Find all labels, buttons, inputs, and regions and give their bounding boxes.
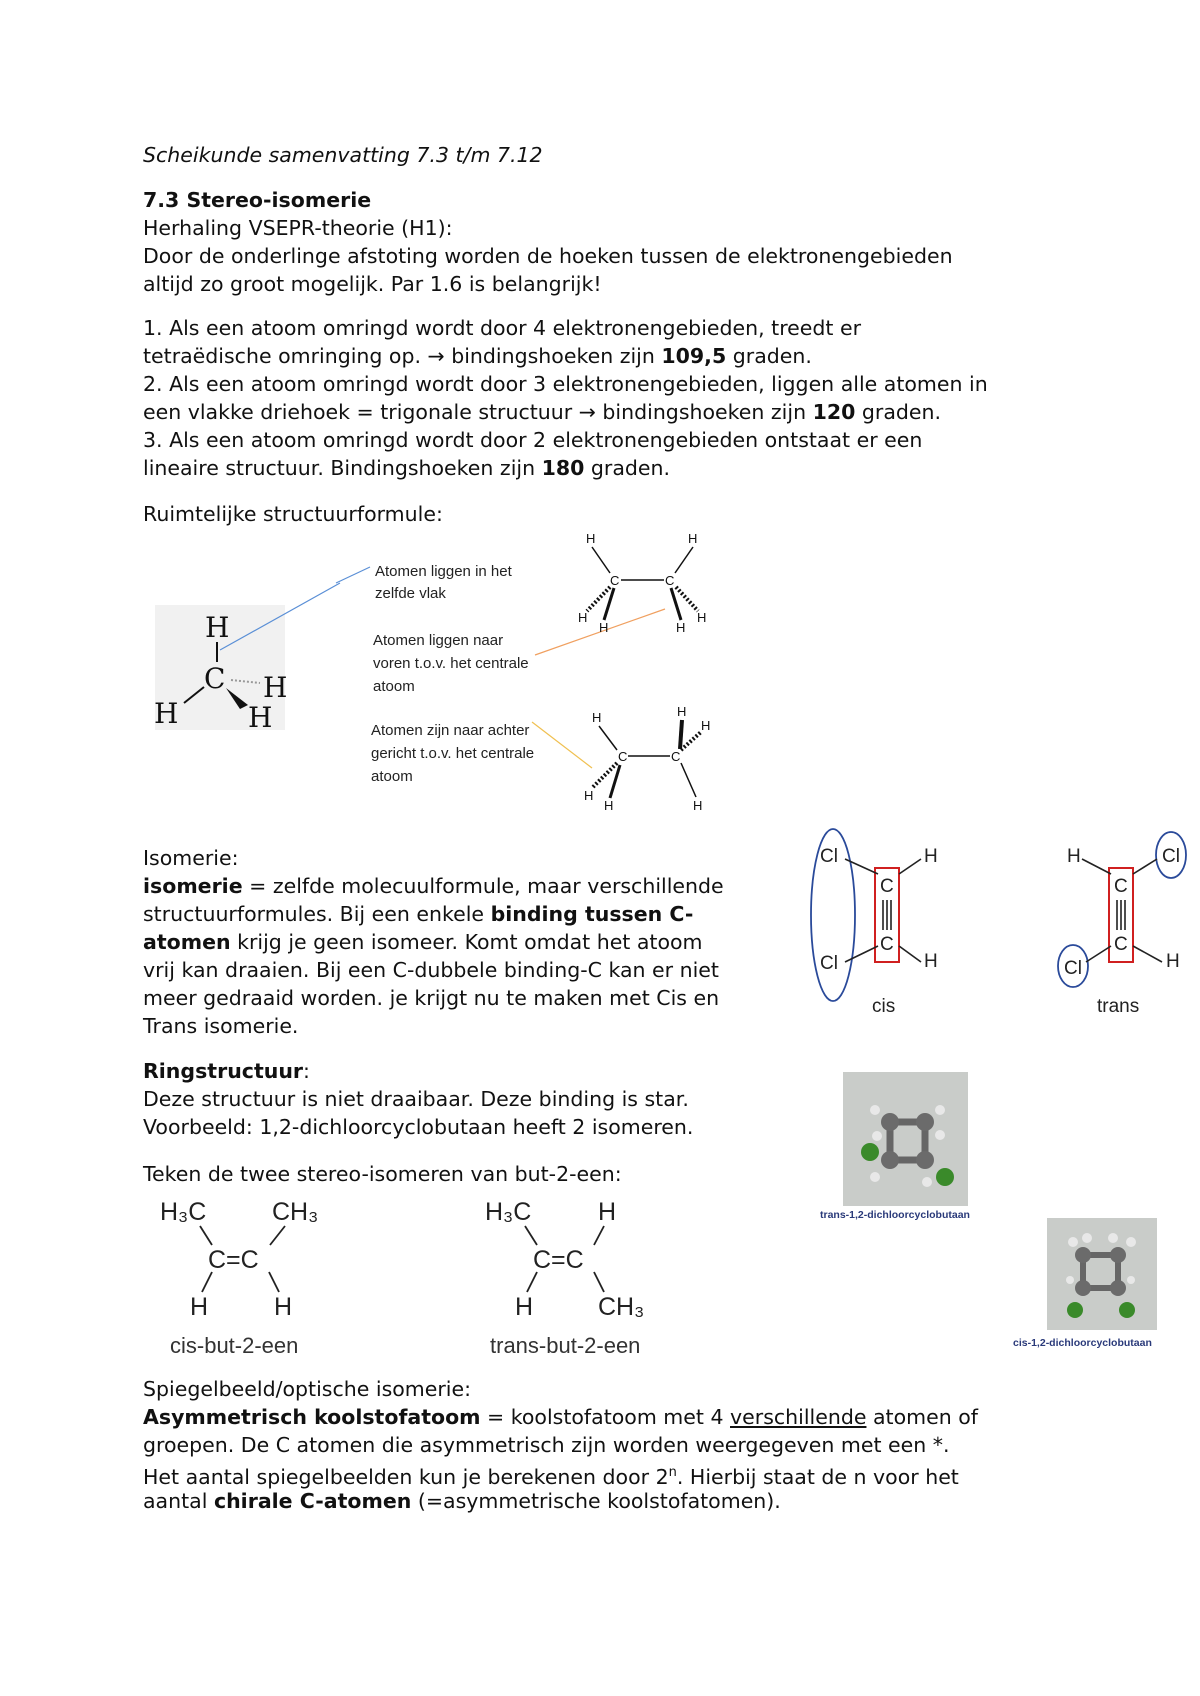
trans-chlorine-1 — [861, 1143, 879, 1161]
rule-2-line-1: 2. Als een atoom omringd wordt door 3 elektronengebieden, liggen alle atomen in — [143, 372, 988, 396]
cis-chlorine-1 — [1067, 1302, 1083, 1318]
methane-h-left: H — [154, 697, 179, 730]
trans-but-2-een-label: trans-but-2-een — [490, 1333, 641, 1358]
cis-label: cis — [872, 996, 896, 1017]
isomerie-line-3: atomen krijg je geen isomeer. Komt omdat het atoom — [143, 930, 703, 954]
asym-line-4: aantal chirale C-atomen (=asymmetrische koolstofatomen). — [143, 1489, 781, 1513]
trans-label: trans — [1097, 996, 1140, 1017]
ring-line-1: Deze structuur is niet draaibaar. Deze binding is star. — [143, 1087, 689, 1111]
isomerie-line-2: structuurformules. Bij een enkele binding tussen C- — [143, 902, 694, 926]
annotation-2-line-1: Atomen liggen naar — [373, 632, 504, 649]
svg-text:H: H — [1166, 951, 1180, 972]
annotation-1-line-2: zelfde vlak — [375, 585, 446, 602]
svg-text:C: C — [665, 573, 675, 588]
section-heading: 7.3 Stereo-isomerie — [143, 188, 372, 212]
isomerie-line-4: vrij kan draaien. Bij een C-dubbele binding-C kan er niet — [143, 958, 719, 982]
svg-text:H: H — [693, 798, 703, 813]
svg-text:C: C — [880, 876, 894, 897]
svg-text:H: H — [697, 610, 707, 625]
isomerie-line-6: Trans isomerie. — [143, 1014, 299, 1038]
isomerie-line-1: isomerie = zelfde molecuulformule, maar verschillende — [143, 874, 724, 898]
annotation-3-line-3: atoom — [371, 768, 413, 785]
annotation-1-line-1: Atomen liggen in het — [375, 563, 512, 580]
svg-text:H: H — [688, 531, 698, 546]
svg-text:H: H — [701, 718, 711, 733]
vsepr-intro: Herhaling VSEPR-theorie (H1): — [143, 216, 453, 240]
svg-text:H: H — [677, 704, 687, 719]
cis-but-2-een-label: cis-but-2-een — [170, 1333, 299, 1358]
methane-h-front: H — [248, 701, 273, 734]
teken-instruction: Teken de twee stereo-isomeren van but-2-een: — [143, 1162, 622, 1186]
rule-3-line-1: 3. Als een atoom omringd wordt door 2 elektronengebieden ontstaat er een — [143, 428, 923, 452]
trans-h-left: H — [515, 1293, 534, 1321]
cis-cc: C=C — [208, 1246, 259, 1274]
asym-line-2: groepen. De C atomen die asymmetrisch zijn worden weergegeven met een *. — [143, 1433, 950, 1457]
trans-chlorine-2 — [936, 1168, 954, 1186]
annotation-2-line-3: atoom — [373, 678, 415, 695]
trans-cc: C=C — [533, 1246, 584, 1274]
svg-text:C: C — [1114, 934, 1128, 955]
methane-h-top: H — [205, 611, 230, 644]
arrow-backward — [532, 722, 592, 768]
cis-h3c: H₃C — [160, 1198, 207, 1226]
asym-line-3: Het aantal spiegelbeelden kun je berekenen door 2$^n$. Hierbij staat de n voor het — [143, 1464, 959, 1489]
methane-h-right: H — [263, 671, 288, 704]
svg-text:H: H — [578, 610, 588, 625]
svg-text:C: C — [671, 749, 681, 764]
svg-text:H: H — [604, 798, 614, 813]
svg-text:C: C — [1114, 876, 1128, 897]
isomerie-label: Isomerie: — [143, 846, 239, 870]
svg-text:H: H — [584, 788, 594, 803]
but-2-een-figure — [150, 1190, 690, 1360]
cis-chlorine-2 — [1119, 1302, 1135, 1318]
svg-text:H: H — [676, 620, 686, 635]
ruimtelijk-label: Ruimtelijke structuurformule: — [143, 502, 443, 526]
svg-text:H: H — [1067, 846, 1081, 867]
annotation-2-line-2: voren t.o.v. het centrale — [373, 655, 529, 672]
annotation-3-line-1: Atomen zijn naar achter — [371, 722, 530, 739]
svg-text:C: C — [880, 934, 894, 955]
cis-photo — [1047, 1218, 1157, 1330]
svg-text:H: H — [924, 846, 938, 867]
asym-line-1: Asymmetrisch koolstofatoom = koolstofatoom met 4 verschillende atomen of — [143, 1405, 978, 1429]
svg-text:H: H — [592, 710, 602, 725]
svg-text:H: H — [599, 620, 609, 635]
trans-h3c: H₃C — [485, 1198, 532, 1226]
vsepr-line-2: altijd zo groot mogelijk. Par 1.6 is belangrijk! — [143, 272, 602, 296]
doc-title: Scheikunde samenvatting 7.3 t/m 7.12 — [143, 143, 543, 167]
svg-text:C: C — [618, 749, 628, 764]
trans-h: H — [598, 1198, 617, 1226]
rule-3-line-2: lineaire structuur. Bindingshoeken zijn 180 graden. — [143, 456, 671, 480]
trans-photo-caption: trans-1,2-dichloorcyclobutaan — [820, 1209, 970, 1221]
rule-1-line-1: 1. Als een atoom omringd wordt door 4 elektronengebieden, treedt er — [143, 316, 862, 340]
ring-line-2: Voorbeeld: 1,2-dichloorcyclobutaan heeft 2 isomeren. — [143, 1115, 694, 1139]
spatial-structure-figure — [140, 525, 760, 835]
spiegel-label: Spiegelbeeld/optische isomerie: — [143, 1377, 472, 1401]
svg-text:C: C — [610, 573, 620, 588]
rule-2-line-2: een vlakke driehoek = trigonale structuur → bindingshoeken zijn 120 graden. — [143, 400, 942, 424]
annotation-3-line-2: gericht t.o.v. het centrale — [371, 745, 535, 762]
ring-heading: Ringstructuur: — [143, 1059, 310, 1083]
trans-photo — [843, 1072, 968, 1206]
svg-text:H: H — [586, 531, 596, 546]
cis-photo-caption: cis-1,2-dichloorcyclobutaan — [1013, 1337, 1152, 1349]
svg-text:Cl: Cl — [820, 846, 838, 867]
methane-c: C — [204, 662, 226, 695]
cis-h-right: H — [274, 1293, 293, 1321]
cis-trans-figure — [800, 822, 1190, 1022]
vsepr-line-1: Door de onderlinge afstoting worden de hoeken tussen de elektronengebieden — [143, 244, 953, 268]
cis-ch3: CH₃ — [272, 1198, 319, 1226]
svg-text:H: H — [924, 951, 938, 972]
trans-ch3: CH₃ — [598, 1293, 645, 1321]
isomerie-line-5: meer gedraaid worden. je krijgt nu te maken met Cis en — [143, 986, 720, 1010]
svg-text:Cl: Cl — [1064, 958, 1082, 979]
rule-1-line-2: tetraëdische omringing op. → bindingshoeken zijn 109,5 graden. — [143, 344, 812, 368]
cyclobutane-photos — [815, 1070, 1195, 1360]
svg-text:Cl: Cl — [1162, 846, 1180, 867]
svg-text:Cl: Cl — [820, 953, 838, 974]
cis-h-left: H — [190, 1293, 209, 1321]
